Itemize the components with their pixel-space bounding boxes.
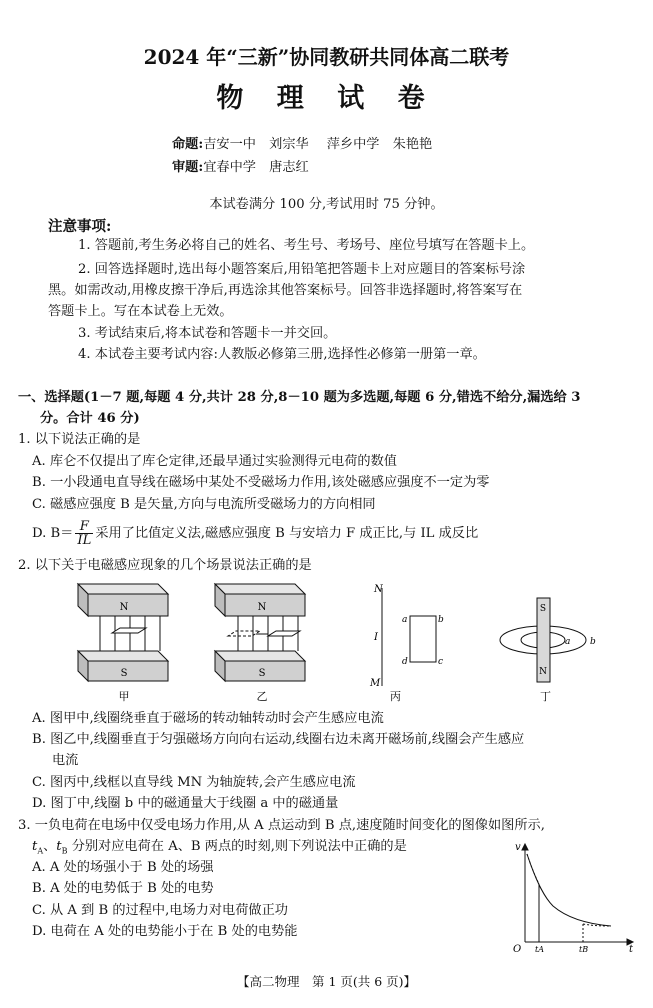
- q1-option-d-prefix: D. B＝: [32, 526, 74, 541]
- figure-bing: [382, 588, 436, 686]
- ding-label-s: S: [539, 604, 547, 614]
- jia-caption: 甲: [118, 690, 130, 703]
- notice-item-4: 4. 本试卷主要考试内容:人教版必修第三册,选择性必修第一册第一章。: [78, 347, 486, 362]
- q2-option-b-line-1: B. 图乙中,线圈垂直于匀强磁场方向向右运动,线圈右边未离开磁场前,线圈会产生感应: [32, 732, 525, 747]
- proposer-label: 命题:: [172, 137, 204, 152]
- q1-option-c: C. 磁感应强度 B 是矢量,方向与电流所受磁场力的方向相同: [32, 497, 376, 512]
- q2-stem: 2. 以下关于电磁感应现象的几个场景说法正确的是: [18, 558, 312, 573]
- bing-label-a: a: [402, 615, 408, 625]
- section-1-heading-line-1: 一、选择题(1－7 题,每题 4 分,共计 28 分,8－10 题为多选题,每题 6 分,错选不给分,漏选给 3: [18, 390, 581, 405]
- credits-reviewer: [172, 159, 309, 177]
- reviewer-label: 审题:: [172, 160, 204, 175]
- notice-item-2-line-2: 黑。如需改动,用橡皮擦干净后,再选涂其他答案标号。回答非选择题时,将答案写在: [48, 283, 523, 298]
- reviewer: 宜春中学 唐志红: [203, 160, 309, 175]
- figure-jia: [78, 584, 168, 681]
- graph-label-tb: tB: [579, 945, 589, 953]
- q1-option-a: A. 库仑不仅提出了库仑定律,还最早通过实验测得元电荷的数值: [32, 454, 397, 469]
- jia-label-s: S: [120, 668, 128, 679]
- q1-option-d: [32, 520, 478, 548]
- q3-option-d: D. 电荷在 A 处的电势能小于在 B 处的电势能: [32, 924, 298, 939]
- proposer-2: 萍乡中学 朱艳艳: [326, 137, 433, 152]
- q2-option-a: A. 图甲中,线圈绕垂直于磁场的转动轴转动时会产生感应电流: [32, 711, 384, 726]
- bing-label-d: d: [402, 657, 408, 667]
- jia-label-n: N: [119, 602, 129, 613]
- exam-intro: 本试卷满分 100 分,考试用时 75 分钟。: [209, 197, 444, 212]
- bing-caption: 丙: [390, 690, 401, 703]
- q2-option-c: C. 图丙中,线框以直导线 MN 为轴旋转,会产生感应电流: [32, 775, 356, 790]
- notice-item-2-line-1: 2. 回答选择题时,选出每小题答案后,用铅笔把答题卡上对应题目的答案标号涂: [78, 262, 526, 277]
- yi-label-n: N: [257, 602, 267, 613]
- q3-stem-line-2-rest: 分别对应电荷在 A、B 两点的时刻,则下列说法中正确的是: [71, 839, 407, 854]
- section-1-heading-line-2: 分。合计 46 分): [40, 411, 140, 426]
- q1-fraction-den: IL: [77, 533, 92, 548]
- exam-subtitle: 物 理 试 卷: [216, 83, 437, 114]
- q1-fraction-num: F: [75, 520, 93, 534]
- notice-item-2-line-3: 答题卡上。写在本试卷上无效。: [48, 304, 233, 319]
- graph-label-t: t: [629, 944, 634, 953]
- notice-heading: 注意事项:: [48, 218, 112, 235]
- notice-item-3: 3. 考试结束后,将本试卷和答题卡一并交回。: [78, 326, 337, 341]
- q3-option-c: C. 从 A 到 B 的过程中,电场力对电荷做正功: [32, 903, 288, 918]
- graph-label-o: O: [513, 944, 522, 953]
- q3-stem-line-2: $t_A$、$t_B$ 分别对应电荷在 A、B 两点的时刻,则下列说法中正确的是: [32, 839, 407, 856]
- figure-yi: [215, 584, 305, 681]
- yi-label-s: S: [258, 668, 266, 679]
- q3-stem-line-1: 3. 一负电荷在电场中仅受电场力作用,从 A 点运动到 B 点,速度随时间变化的图像如图所示,: [18, 818, 545, 833]
- bing-label-b: b: [438, 615, 444, 625]
- yi-caption: 乙: [256, 690, 268, 703]
- bing-label-m: M: [370, 678, 381, 689]
- notice-item-1: 1. 答题前,考生务必将自己的姓名、考生号、考场号、座位号填写在答题卡上。: [78, 238, 535, 253]
- exam-title: 2024 年“三新”协同教研共同体高二联考: [143, 45, 510, 69]
- q1-stem: 1. 以下说法正确的是: [18, 432, 141, 447]
- q3-velocity-graph: [505, 838, 640, 953]
- ding-label-b: b: [590, 637, 596, 647]
- credits-proposer: [172, 136, 432, 154]
- ding-label-a: a: [565, 637, 571, 647]
- ding-label-n: N: [539, 667, 547, 677]
- graph-label-v: v: [515, 842, 521, 853]
- q3-option-b: B. A 处的电势低于 B 处的电势: [32, 881, 214, 896]
- q1-option-b: B. 一小段通电直导线在磁场中某处不受磁场力作用,该处磁感应强度不一定为零: [32, 475, 490, 490]
- bing-label-i: I: [374, 632, 378, 643]
- q2-option-b-line-2: 电流: [52, 753, 79, 768]
- q1-option-d-suffix: 采用了比值定义法,磁感应强度 B 与安培力 F 成正比,与 IL 成反比: [95, 526, 479, 541]
- q3-option-a: A. A 处的场强小于 B 处的场强: [32, 860, 214, 875]
- q2-figures: [60, 578, 620, 708]
- proposer-1: 吉安一中 刘宗华: [203, 137, 309, 152]
- ding-caption: 丁: [540, 690, 551, 703]
- q1-fraction: [75, 520, 93, 547]
- page-footer: 【高二物理 第 1 页(共 6 页)】: [236, 974, 417, 989]
- graph-label-ta: tA: [535, 945, 544, 953]
- q3-t: t: [32, 839, 38, 854]
- bing-label-n: N: [374, 584, 383, 595]
- q2-option-d: D. 图丁中,线圈 b 中的磁通量大于线圈 a 中的磁通量: [32, 796, 339, 811]
- bing-label-c: c: [438, 657, 444, 667]
